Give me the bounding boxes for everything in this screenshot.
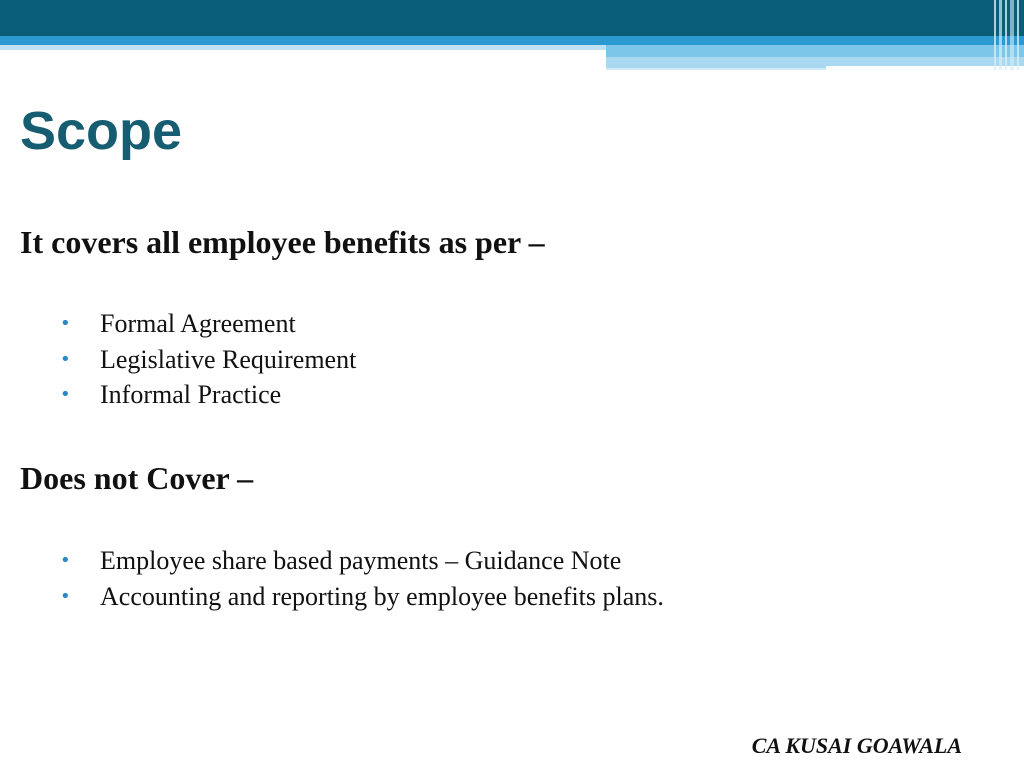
bullet-icon: • bbox=[60, 585, 71, 607]
list-item-text: Informal Practice bbox=[100, 380, 282, 409]
list-item-text: Accounting and reporting by employee benefits plans. bbox=[100, 581, 664, 611]
slide-title: Scope bbox=[20, 101, 183, 161]
not-cover-heading: Does not Cover – bbox=[20, 460, 254, 496]
list-item-text: Legislative Requirement bbox=[100, 344, 357, 374]
footer-author: CA KUSAI GOAWALA bbox=[751, 733, 962, 758]
bullet-icon: • bbox=[60, 550, 71, 571]
header-band bbox=[0, 0, 1024, 36]
header-stripe bbox=[606, 68, 826, 70]
list-item bbox=[0, 579, 664, 615]
not-cover-list bbox=[0, 543, 664, 614]
list-item bbox=[0, 306, 356, 342]
covers-heading: It covers all employee benefits as per – bbox=[20, 224, 545, 260]
bullet-icon: • bbox=[60, 313, 71, 334]
list-item-text: Formal Agreement bbox=[100, 309, 296, 338]
list-item bbox=[0, 377, 356, 413]
list-item-text: Employee share based payments – Guidance Note bbox=[100, 546, 622, 575]
header-vertical-bars bbox=[992, 0, 1024, 70]
covers-list bbox=[0, 306, 356, 413]
list-item bbox=[0, 543, 664, 579]
bullet-icon: • bbox=[60, 384, 71, 405]
list-item bbox=[0, 342, 356, 378]
header-stripe bbox=[606, 45, 1024, 57]
bullet-icon: • bbox=[60, 348, 71, 370]
header-stripe bbox=[0, 45, 606, 50]
header-stripe bbox=[0, 36, 1024, 45]
